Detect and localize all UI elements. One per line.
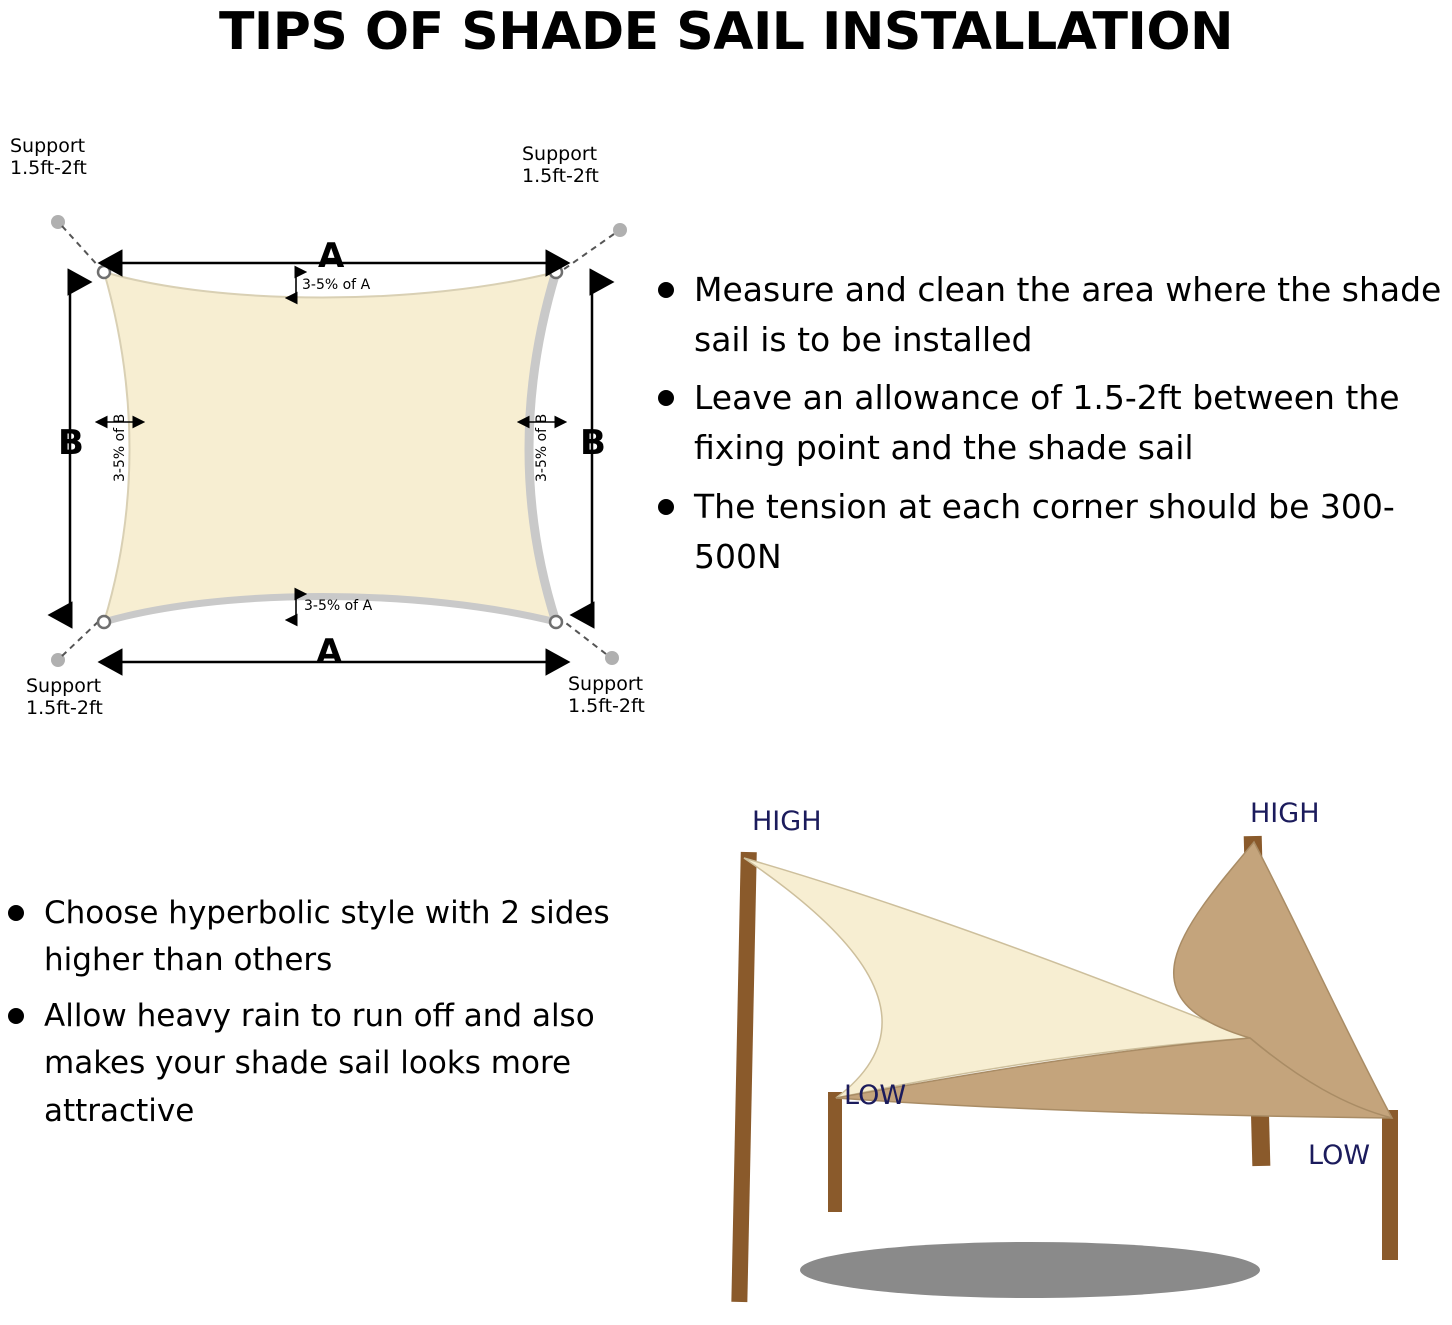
support-label-bottom-left [26, 676, 103, 720]
support-label-sub: 1.5ft-2ft [568, 694, 645, 717]
label-low-right: LOW [1308, 1140, 1371, 1171]
support-line-top-left [62, 226, 100, 268]
label-high-right: HIGH [1250, 798, 1320, 829]
post-low-left [828, 1092, 842, 1212]
support-label-text: Support [522, 143, 598, 165]
tips-list-right [650, 265, 1450, 590]
tips-list-left [0, 890, 620, 1143]
page-title: TIPS OF SHADE SAIL INSTALLATION [218, 2, 1234, 62]
support-label-sub: 1.5ft-2ft [26, 696, 103, 719]
support-label-top-right [522, 144, 599, 188]
post-high-left [731, 852, 756, 1302]
dimension-label-left-b: B [58, 423, 84, 463]
sail-corner-bottom-left [98, 616, 110, 628]
curve-label-left: 3-5% of B [112, 413, 128, 482]
sail-corner-top-right [550, 266, 562, 278]
support-label-text: Support [10, 135, 86, 157]
support-label-sub: 1.5ft-2ft [10, 156, 87, 179]
support-line-bottom-right [562, 620, 606, 654]
support-label-top-left [10, 136, 87, 180]
dimension-label-top-a: A [318, 236, 345, 276]
support-label-sub: 1.5ft-2ft [522, 164, 599, 187]
list-item: Leave an allowance of 1.5-2ft between the fixing point and the shade sail [650, 373, 1450, 473]
hyperbolic-sail-svg [640, 780, 1452, 1325]
list-item: The tension at each corner should be 300-500N [650, 482, 1450, 582]
post-low-right [1382, 1110, 1398, 1260]
hyperbolic-sail-diagram [640, 780, 1452, 1325]
support-line-bottom-left [62, 620, 100, 656]
sail-corner-top-left [98, 266, 110, 278]
label-low-left: LOW [844, 1080, 907, 1111]
dimension-label-right-b: B [580, 423, 606, 463]
support-line-top-right [560, 234, 614, 272]
sail-shape [104, 272, 556, 622]
list-item: Allow heavy rain to run off and also makes your shade sail looks more attractive [0, 993, 620, 1135]
curve-label-right: 3-5% of B [534, 413, 550, 482]
dimension-label-bottom-a: A [316, 632, 343, 672]
list-item: Measure and clean the area where the shade sail is to be installed [650, 265, 1450, 365]
support-dot-bottom-right [605, 651, 619, 665]
support-dot-top-right [613, 223, 627, 237]
support-label-text: Support [26, 675, 102, 697]
curve-label-bottom: 3-5% of A [304, 598, 373, 614]
sail-corner-bottom-right [550, 616, 562, 628]
ground-shadow [800, 1242, 1260, 1298]
support-label-bottom-right [568, 674, 645, 718]
list-item: Choose hyperbolic style with 2 sides higher than others [0, 890, 620, 985]
curve-label-top: 3-5% of A [302, 277, 371, 293]
rectangular-sail-diagram [0, 135, 660, 740]
support-label-text: Support [568, 673, 644, 695]
label-high-left: HIGH [752, 806, 822, 837]
